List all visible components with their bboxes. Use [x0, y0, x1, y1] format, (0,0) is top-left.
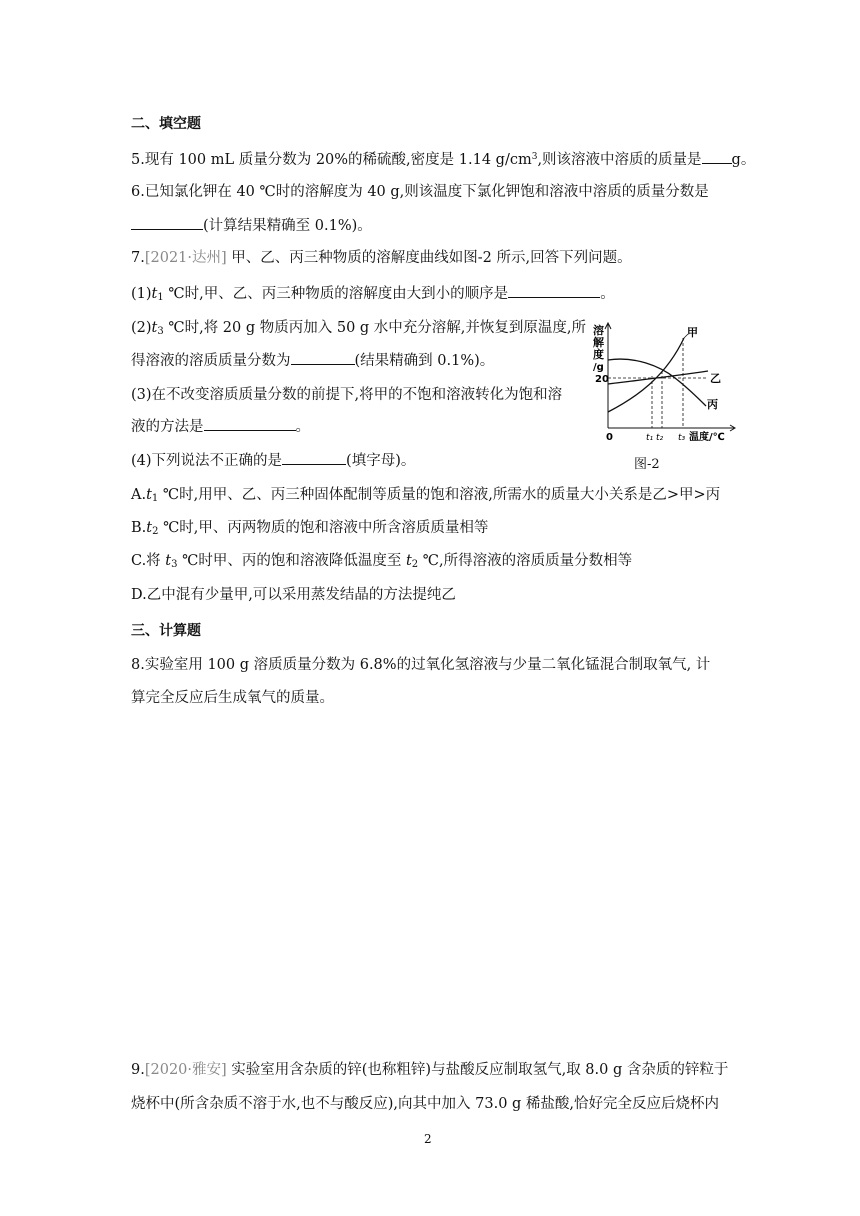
- figure-caption: 图-2: [634, 457, 660, 472]
- answer-blank: [282, 450, 346, 465]
- option-c: C.将 $t_3$ ℃时甲、丙的饱和溶液降低温度至 $t_2$ ℃,所得溶液的溶质质量分数相等: [131, 553, 633, 570]
- question-7-part4: (4)下列说法不正确的是 (填字母)。: [131, 450, 415, 471]
- question-9-line2: 烧杯中(所含杂质不溶于水,也不与酸反应),向其中加入 73.0 g 稀盐酸,恰好完全反应后烧杯内: [131, 1096, 720, 1112]
- answer-blank: [204, 416, 296, 431]
- solubility-curve-figure: [590, 318, 740, 443]
- question-6-line1: 6.已知氯化钾在 40 ℃时的溶解度为 40 g,则该温度下氯化钾饱和溶液中溶质的质量分数是: [131, 184, 709, 200]
- section-title-fill-blank: 二、填空题: [131, 116, 201, 132]
- answer-blank: [508, 283, 600, 298]
- x-axis-label: 温度/℃: [689, 432, 725, 443]
- origin-label: 0: [606, 432, 613, 443]
- y-axis-label-4: /g: [593, 362, 604, 373]
- question-7-intro: 7.[2021·达州] 甲、乙、丙三种物质的溶解度曲线如图-2 所示,回答下列问题。: [131, 250, 632, 266]
- curve-jia: [608, 338, 684, 412]
- answer-blank: [702, 149, 732, 164]
- series-label-yi: 乙: [710, 372, 721, 385]
- question-7-part3-line2: 液的方法是 。: [131, 416, 310, 437]
- question-8-line1: 8.实验室用 100 g 溶质质量分数为 6.8%的过氧化氢溶液与少量二氧化锰混合制取氧气, 计: [131, 657, 711, 673]
- section-title-calculation: 三、计算题: [131, 623, 201, 639]
- option-b: $B.t_2$ ℃时,甲、丙两物质的饱和溶液中所含溶质质量相等: [131, 520, 489, 537]
- question-7-part1: $(1)t_1$ ℃时,甲、乙、丙三种物质的溶解度由大到小的顺序是 。: [131, 283, 615, 308]
- question-8-line2: 算完全反应后生成氧气的质量。: [131, 690, 334, 706]
- answer-blank: [291, 350, 355, 365]
- x-tick-t3: t₃: [678, 433, 686, 443]
- question-7-part2-line2: 得溶液的溶质质量分数为 (结果精确到 0.1%)。: [131, 350, 494, 371]
- question-source: [2020·雅安]: [144, 1062, 227, 1078]
- series-label-bing: 丙: [707, 398, 718, 411]
- question-7-part2-line1: $(2)t_3$ ℃时,将 20 g 物质丙加入 50 g 水中充分溶解,并恢复到原温度,所: [131, 320, 587, 337]
- curve-yi: [608, 371, 708, 384]
- y-axis-label-1: 溶: [593, 324, 604, 337]
- x-tick-t2: t₂: [656, 433, 664, 443]
- y-axis-label-3: 度: [593, 348, 604, 361]
- option-a: $A.t_1$ ℃时,用甲、乙、丙三种固体配制等质量的饱和溶液,所需水的质量大小关系是乙>甲>丙: [131, 487, 721, 504]
- y-axis-label-2: 解: [593, 336, 604, 349]
- question-6-line2: (计算结果精确至 0.1%)。: [131, 215, 372, 236]
- answer-blank: [131, 215, 203, 230]
- option-d: D.乙中混有少量甲,可以采用蒸发结晶的方法提纯乙: [131, 587, 456, 603]
- question-5: 5.现有 100 mL 质量分数为 20%的稀硫酸,密度是 1.14 $g/cm^3$,则该溶液中溶质的质量是 g。: [131, 147, 755, 170]
- series-label-jia: 甲: [687, 326, 698, 339]
- question-9-line1: 9.[2020·雅安] 实验室用含杂质的锌(也称粗锌)与盐酸反应制取氢气,取 8.0 g 含杂质的锌粒于: [131, 1062, 729, 1078]
- x-tick-t1: t₁: [646, 433, 654, 443]
- page-number: 2: [424, 1132, 432, 1146]
- question-7-part3-line1: (3)在不改变溶质质量分数的前提下,将甲的不饱和溶液转化为饱和溶: [131, 387, 563, 403]
- question-source: [2021·达州]: [144, 250, 227, 266]
- y-tick-20: 20: [595, 374, 609, 385]
